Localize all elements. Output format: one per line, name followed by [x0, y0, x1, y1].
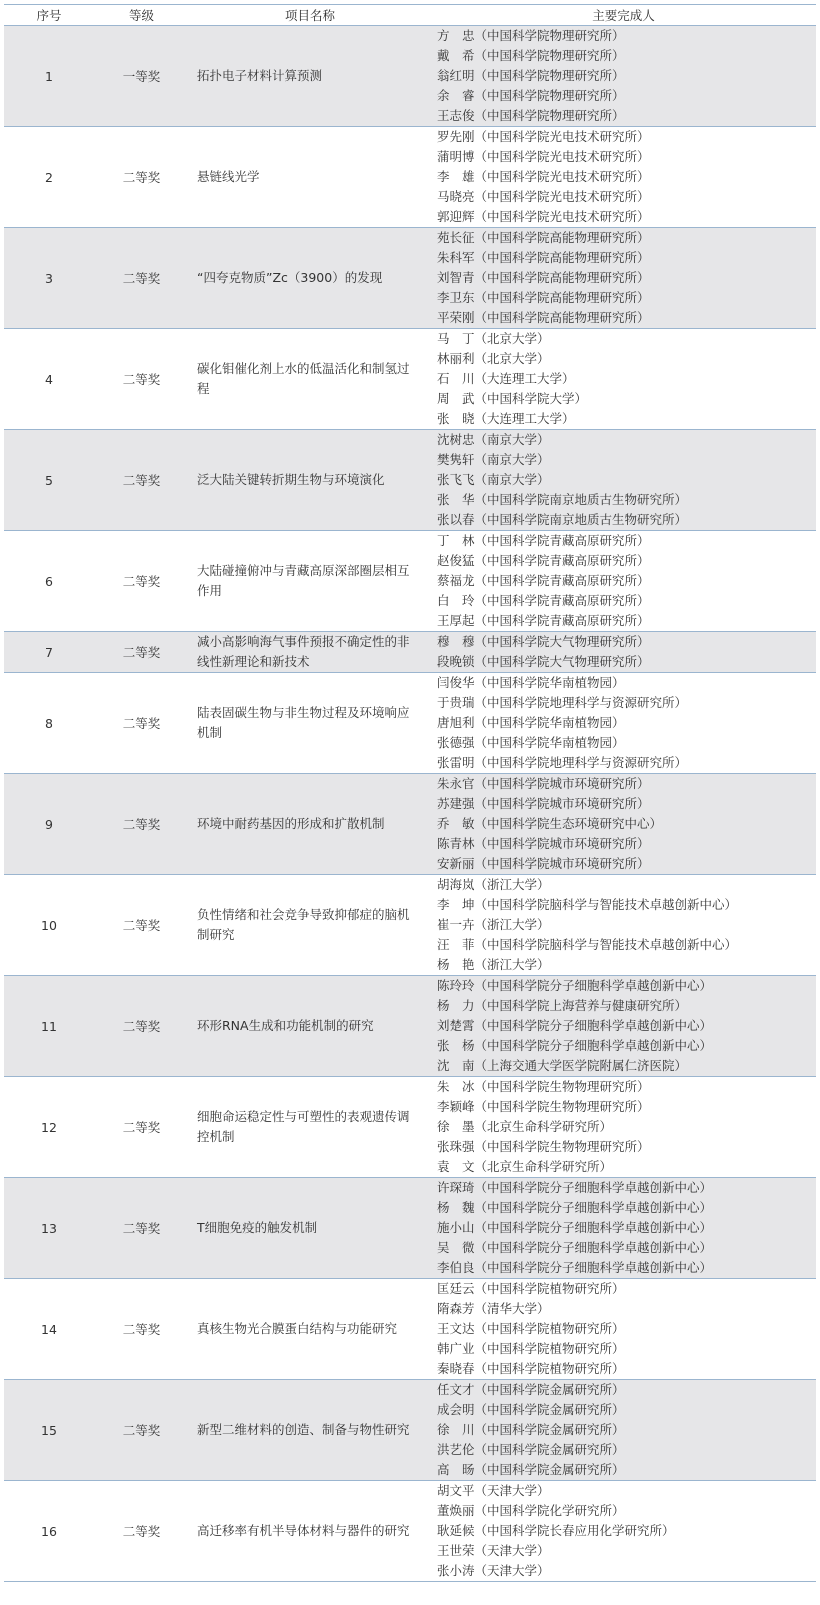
- row-number: 9: [4, 774, 94, 875]
- contributor: 杨 力（中国科学院上海营养与健康研究所）: [437, 998, 688, 1013]
- main-contributors: [431, 26, 816, 127]
- project-title: 环形RNA生成和功能机制的研究: [189, 976, 431, 1077]
- contributor: 郭迎辉（中国科学院光电技术研究所）: [437, 209, 650, 224]
- table-row: [4, 1178, 816, 1279]
- contributor: 张飞飞（南京大学）: [437, 472, 550, 487]
- table-row: [4, 228, 816, 329]
- project-title: 碳化钼催化剂上水的低温活化和制氢过程: [189, 329, 431, 430]
- project-title: 细胞命运稳定性与可塑性的表观遗传调控机制: [189, 1077, 431, 1178]
- award-level: 二等奖: [94, 430, 189, 531]
- award-level: 二等奖: [94, 531, 189, 632]
- contributor: 安新丽（中国科学院城市环境研究所）: [437, 856, 650, 871]
- main-contributors: [431, 976, 816, 1077]
- project-title: 高迁移率有机半导体材料与器件的研究: [189, 1481, 431, 1582]
- main-contributors: [431, 1380, 816, 1481]
- header-people: 主要完成人: [431, 5, 816, 26]
- award-level: 二等奖: [94, 1380, 189, 1481]
- contributor: 石 川（大连理工大学）: [437, 371, 575, 386]
- row-number: 2: [4, 127, 94, 228]
- contributor: 丁 林（中国科学院青藏高原研究所）: [437, 533, 650, 548]
- main-contributors: [431, 673, 816, 774]
- table-row: [4, 976, 816, 1077]
- award-level: 二等奖: [94, 976, 189, 1077]
- contributor: 刘楚霄（中国科学院分子细胞科学卓越创新中心）: [437, 1018, 713, 1033]
- main-contributors: [431, 774, 816, 875]
- contributor: 胡海岚（浙江大学）: [437, 877, 550, 892]
- award-level: 二等奖: [94, 127, 189, 228]
- contributor: 杨 艳（浙江大学）: [437, 957, 550, 972]
- main-contributors: [431, 632, 816, 673]
- contributor: 陈玲玲（中国科学院分子细胞科学卓越创新中心）: [437, 978, 713, 993]
- table-row: [4, 1077, 816, 1178]
- table-row: [4, 430, 816, 531]
- contributor: 张德强（中国科学院华南植物园）: [437, 735, 625, 750]
- contributor: 张 华（中国科学院南京地质古生物研究所）: [437, 492, 688, 507]
- row-number: 6: [4, 531, 94, 632]
- contributor: 李 雄（中国科学院光电技术研究所）: [437, 169, 650, 184]
- award-level: 二等奖: [94, 1178, 189, 1279]
- contributor: 蒲明博（中国科学院光电技术研究所）: [437, 149, 650, 164]
- header-title: 项目名称: [189, 5, 431, 26]
- contributor: 周 武（中国科学院大学）: [437, 391, 588, 406]
- contributor: 戴 希（中国科学院物理研究所）: [437, 48, 625, 63]
- row-number: 11: [4, 976, 94, 1077]
- contributor: 许琛琦（中国科学院分子细胞科学卓越创新中心）: [437, 1180, 713, 1195]
- contributor: 王志俊（中国科学院物理研究所）: [437, 108, 625, 123]
- row-number: 8: [4, 673, 94, 774]
- award-level: 二等奖: [94, 1077, 189, 1178]
- table-row: [4, 673, 816, 774]
- main-contributors: [431, 1077, 816, 1178]
- contributor: 李卫东（中国科学院高能物理研究所）: [437, 290, 650, 305]
- table-row: [4, 26, 816, 127]
- award-level: 二等奖: [94, 1481, 189, 1582]
- table-row: [4, 127, 816, 228]
- row-number: 14: [4, 1279, 94, 1380]
- project-title: 减小高影响海气事件预报不确定性的非线性新理论和新技术: [189, 632, 431, 673]
- contributor: 袁 文（北京生命科学研究所）: [437, 1159, 613, 1174]
- contributor: 朱 冰（中国科学院生物物理研究所）: [437, 1079, 650, 1094]
- table-row: [4, 531, 816, 632]
- table-row: [4, 329, 816, 430]
- contributor: 苏建强（中国科学院城市环境研究所）: [437, 796, 650, 811]
- row-number: 4: [4, 329, 94, 430]
- award-level: 二等奖: [94, 228, 189, 329]
- contributor: 吴 微（中国科学院分子细胞科学卓越创新中心）: [437, 1240, 713, 1255]
- main-contributors: [431, 127, 816, 228]
- award-level: 一等奖: [94, 26, 189, 127]
- contributor: 马 丁（北京大学）: [437, 331, 550, 346]
- row-number: 3: [4, 228, 94, 329]
- row-number: 5: [4, 430, 94, 531]
- table-row: [4, 1380, 816, 1481]
- row-number: 16: [4, 1481, 94, 1582]
- contributor: 施小山（中国科学院分子细胞科学卓越创新中心）: [437, 1220, 713, 1235]
- header-level: 等级: [94, 5, 189, 26]
- contributor: 杨 魏（中国科学院分子细胞科学卓越创新中心）: [437, 1200, 713, 1215]
- project-title: 负性情绪和社会竞争导致抑郁症的脑机制研究: [189, 875, 431, 976]
- contributor: 沈树忠（南京大学）: [437, 432, 550, 447]
- main-contributors: [431, 1279, 816, 1380]
- contributor: 平荣刚（中国科学院高能物理研究所）: [437, 310, 650, 325]
- contributor: 张 晓（大连理工大学）: [437, 411, 575, 426]
- contributor: 余 睿（中国科学院物理研究所）: [437, 88, 625, 103]
- contributor: 樊隽轩（南京大学）: [437, 452, 550, 467]
- table-row: [4, 875, 816, 976]
- project-title: 新型二维材料的创造、制备与物性研究: [189, 1380, 431, 1481]
- row-number: 7: [4, 632, 94, 673]
- row-number: 1: [4, 26, 94, 127]
- contributor: 张珠强（中国科学院生物物理研究所）: [437, 1139, 650, 1154]
- contributor: 马晓亮（中国科学院光电技术研究所）: [437, 189, 650, 204]
- row-number: 13: [4, 1178, 94, 1279]
- main-contributors: [431, 430, 816, 531]
- contributor: 苑长征（中国科学院高能物理研究所）: [437, 230, 650, 245]
- contributor: 刘智青（中国科学院高能物理研究所）: [437, 270, 650, 285]
- table-row: [4, 1279, 816, 1380]
- project-title: T细胞免疫的触发机制: [189, 1178, 431, 1279]
- project-title: 环境中耐药基因的形成和扩散机制: [189, 774, 431, 875]
- contributor: 赵俊猛（中国科学院青藏高原研究所）: [437, 553, 650, 568]
- awards-table: [4, 4, 816, 1582]
- contributor: 李 坤（中国科学院脑科学与智能技术卓越创新中心）: [437, 897, 738, 912]
- contributor: 翁红明（中国科学院物理研究所）: [437, 68, 625, 83]
- award-level: 二等奖: [94, 774, 189, 875]
- main-contributors: [431, 1178, 816, 1279]
- contributor: 林丽利（北京大学）: [437, 351, 550, 366]
- main-contributors: [431, 1481, 816, 1582]
- contributor: 乔 敏（中国科学院生态环境研究中心）: [437, 816, 663, 831]
- contributor: 张以春（中国科学院南京地质古生物研究所）: [437, 512, 688, 527]
- contributor: 徐 川（中国科学院金属研究所）: [437, 1422, 625, 1437]
- table-row: [4, 1481, 816, 1582]
- contributor: 董焕丽（中国科学院化学研究所）: [437, 1503, 625, 1518]
- project-title: 大陆碰撞俯冲与青藏高原深部圈层相互作用: [189, 531, 431, 632]
- award-level: 二等奖: [94, 673, 189, 774]
- table-body: [4, 26, 816, 1582]
- contributor: 张雷明（中国科学院地理科学与资源研究所）: [437, 755, 688, 770]
- main-contributors: [431, 329, 816, 430]
- row-number: 15: [4, 1380, 94, 1481]
- contributor: 汪 菲（中国科学院脑科学与智能技术卓越创新中心）: [437, 937, 738, 952]
- main-contributors: [431, 531, 816, 632]
- table-row: [4, 774, 816, 875]
- contributor: 徐 墨（北京生命科学研究所）: [437, 1119, 613, 1134]
- table-row: [4, 632, 816, 673]
- project-title: 陆表固碳生物与非生物过程及环境响应机制: [189, 673, 431, 774]
- contributor: 张 杨（中国科学院分子细胞科学卓越创新中心）: [437, 1038, 713, 1053]
- contributor: 朱科军（中国科学院高能物理研究所）: [437, 250, 650, 265]
- contributor: 段晚锁（中国科学院大气物理研究所）: [437, 654, 650, 669]
- contributor: 罗先刚（中国科学院光电技术研究所）: [437, 129, 650, 144]
- contributor: 穆 穆（中国科学院大气物理研究所）: [437, 634, 650, 649]
- contributor: 张小涛（天津大学）: [437, 1563, 550, 1578]
- contributor: 胡文平（天津大学）: [437, 1483, 550, 1498]
- contributor: 李颖峰（中国科学院生物物理研究所）: [437, 1099, 650, 1114]
- contributor: 洪艺伦（中国科学院金属研究所）: [437, 1442, 625, 1457]
- contributor: 陈青林（中国科学院城市环境研究所）: [437, 836, 650, 851]
- project-title: 真核生物光合膜蛋白结构与功能研究: [189, 1279, 431, 1380]
- project-title: 泛大陆关键转折期生物与环境演化: [189, 430, 431, 531]
- contributor: 沈 南（上海交通大学医学院附属仁济医院）: [437, 1058, 688, 1073]
- project-title: 拓扑电子材料计算预测: [189, 26, 431, 127]
- contributor: 耿延候（中国科学院长春应用化学研究所）: [437, 1523, 675, 1538]
- main-contributors: [431, 228, 816, 329]
- award-level: 二等奖: [94, 1279, 189, 1380]
- contributor: 匡廷云（中国科学院植物研究所）: [437, 1281, 625, 1296]
- table-header-row: [4, 5, 816, 26]
- award-level: 二等奖: [94, 632, 189, 673]
- contributor: 成会明（中国科学院金属研究所）: [437, 1402, 625, 1417]
- contributor: 任文才（中国科学院金属研究所）: [437, 1382, 625, 1397]
- contributor: 朱永官（中国科学院城市环境研究所）: [437, 776, 650, 791]
- contributor: 秦晓春（中国科学院植物研究所）: [437, 1361, 625, 1376]
- row-number: 10: [4, 875, 94, 976]
- contributor: 唐旭利（中国科学院华南植物园）: [437, 715, 625, 730]
- contributor: 方 忠（中国科学院物理研究所）: [437, 28, 625, 43]
- contributor: 白 玲（中国科学院青藏高原研究所）: [437, 593, 650, 608]
- contributor: 高 旸（中国科学院金属研究所）: [437, 1462, 625, 1477]
- project-title: 悬链线光学: [189, 127, 431, 228]
- award-level: 二等奖: [94, 875, 189, 976]
- contributor: 王厚起（中国科学院青藏高原研究所）: [437, 613, 650, 628]
- contributor: 闫俊华（中国科学院华南植物园）: [437, 675, 625, 690]
- award-level: 二等奖: [94, 329, 189, 430]
- contributor: 王文达（中国科学院植物研究所）: [437, 1321, 625, 1336]
- row-number: 12: [4, 1077, 94, 1178]
- contributor: 王世荣（天津大学）: [437, 1543, 550, 1558]
- project-title: “四夸克物质”Zc（3900）的发现: [189, 228, 431, 329]
- contributor: 韩广业（中国科学院植物研究所）: [437, 1341, 625, 1356]
- contributor: 蔡福龙（中国科学院青藏高原研究所）: [437, 573, 650, 588]
- contributor: 李伯良（中国科学院分子细胞科学卓越创新中心）: [437, 1260, 713, 1275]
- main-contributors: [431, 875, 816, 976]
- contributor: 崔一卉（浙江大学）: [437, 917, 550, 932]
- contributor: 于贵瑞（中国科学院地理科学与资源研究所）: [437, 695, 688, 710]
- contributor: 隋森芳（清华大学）: [437, 1301, 550, 1316]
- header-no: 序号: [4, 5, 94, 26]
